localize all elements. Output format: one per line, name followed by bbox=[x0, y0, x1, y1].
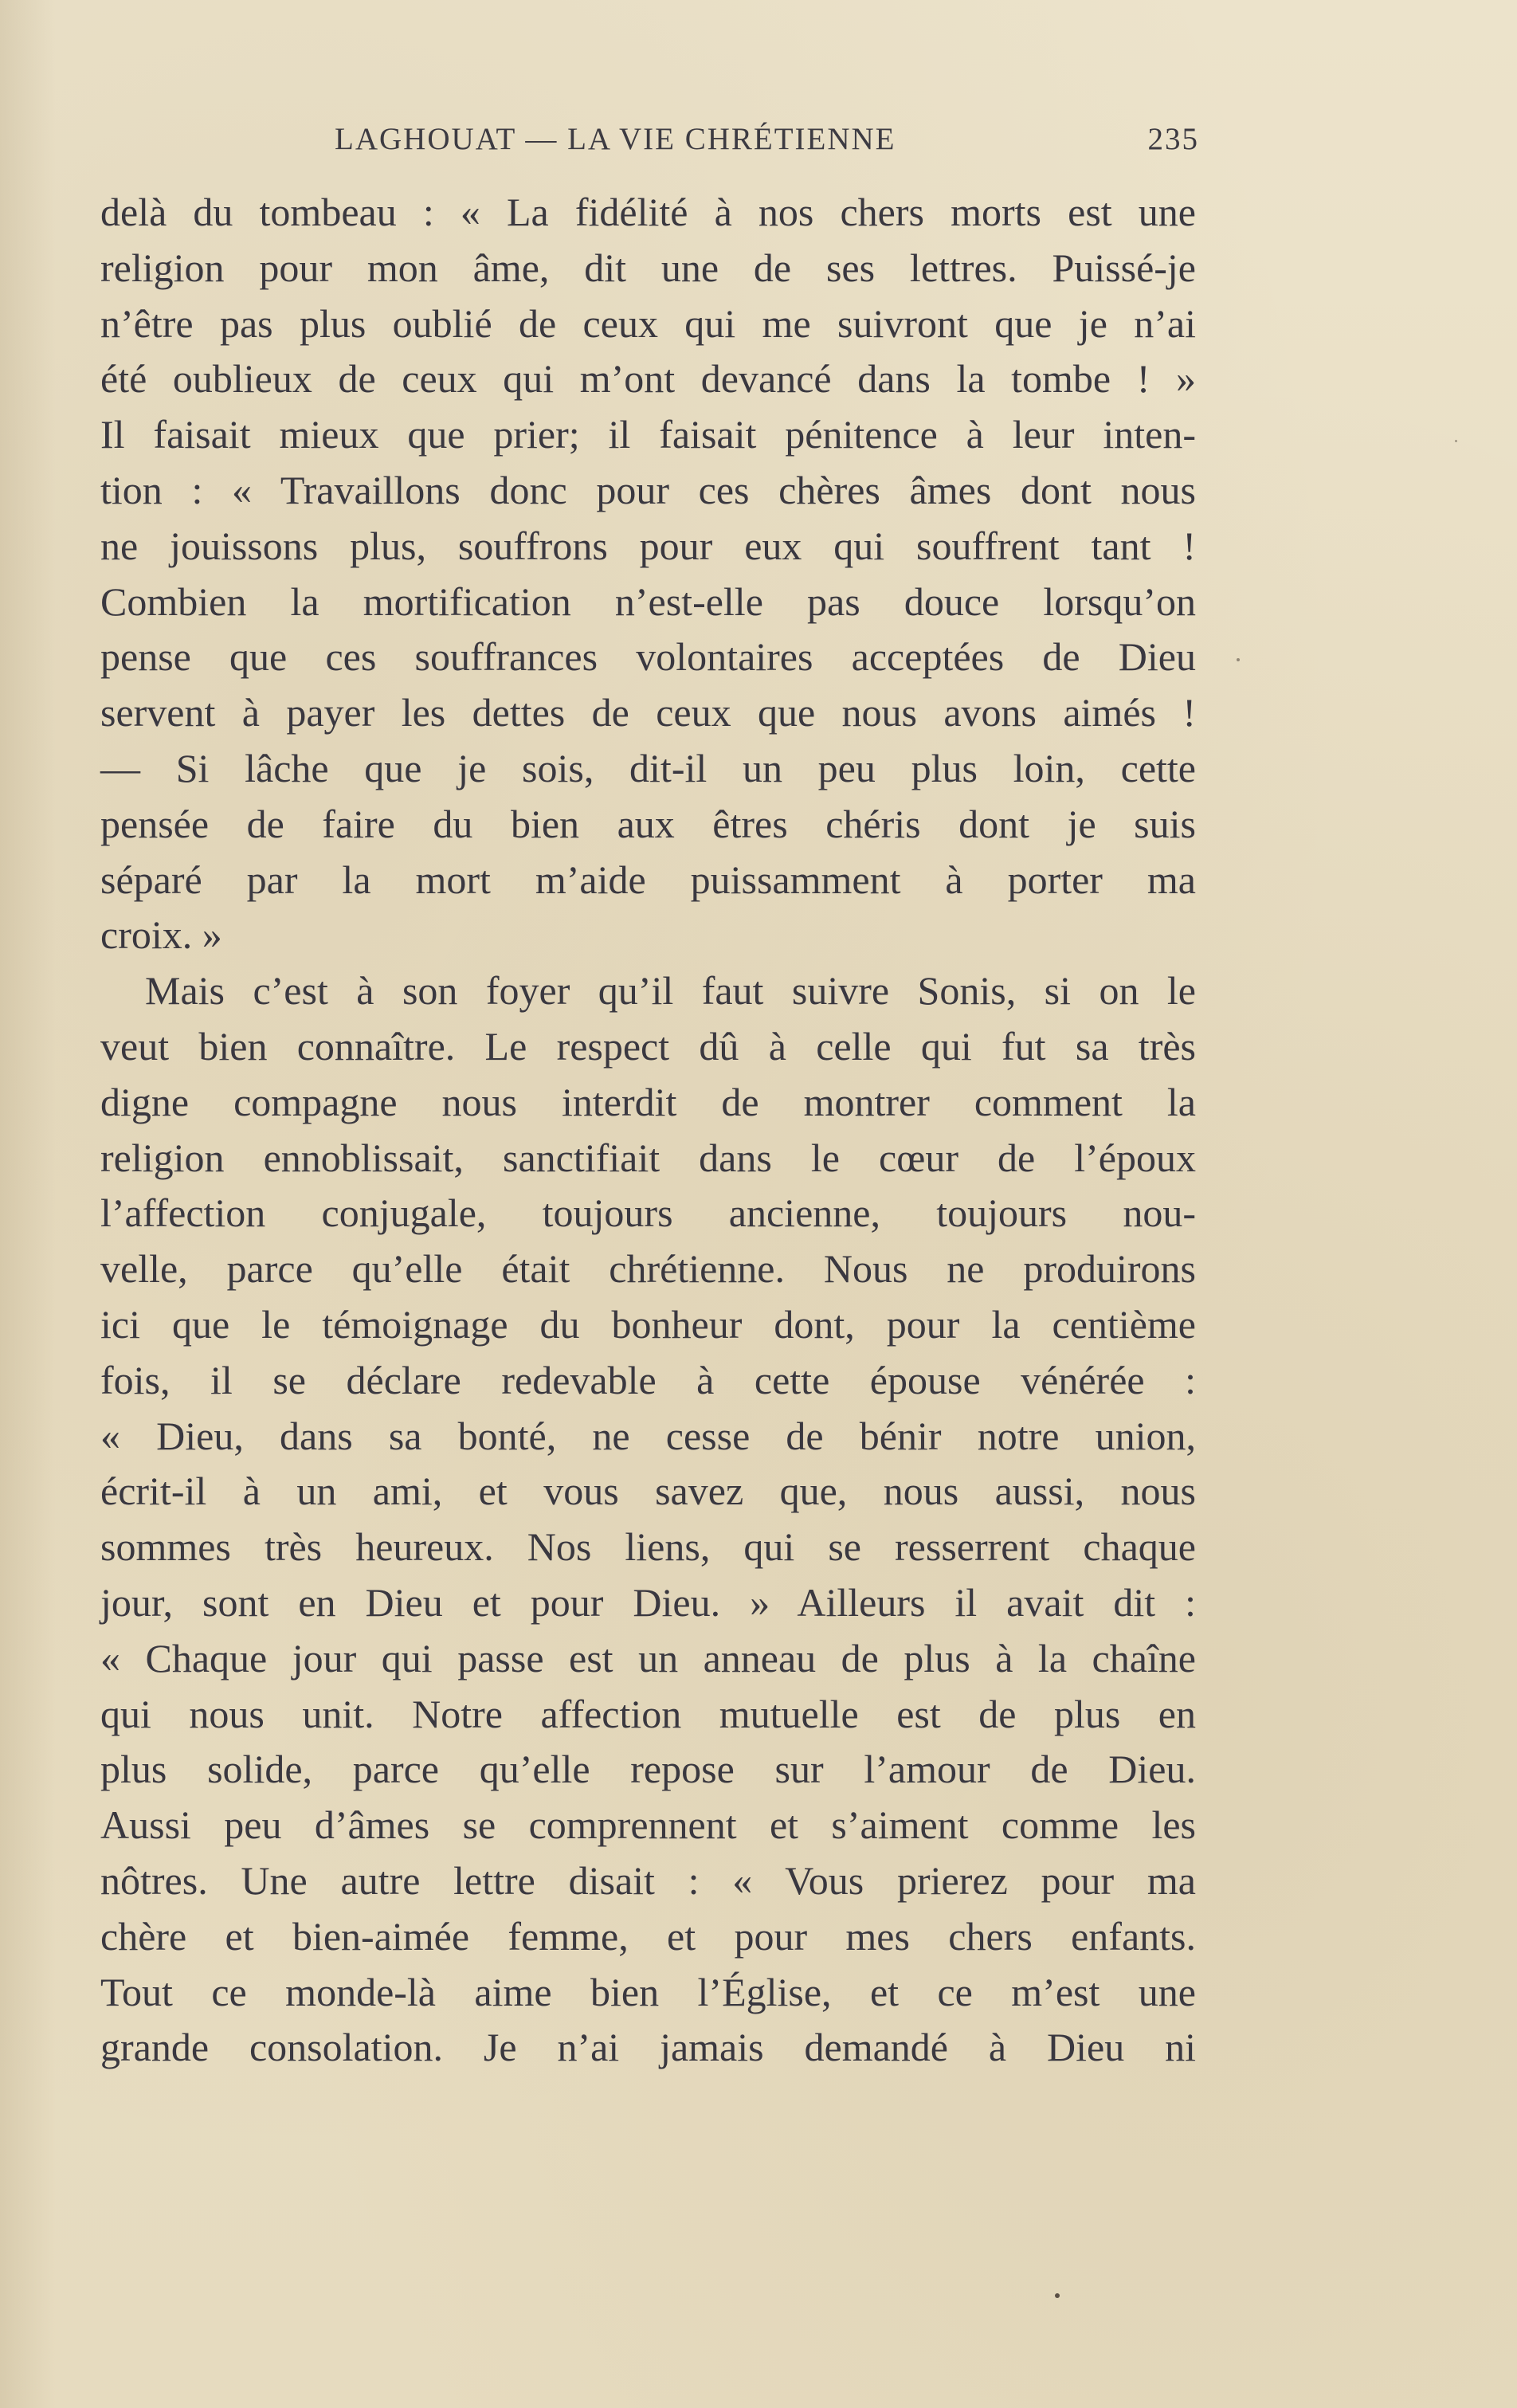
text-line: jour, sont en Dieu et pour Dieu. » Ailleurs il avait dit : bbox=[100, 1579, 1196, 1625]
text-line: pense que ces souffrances volontaires acceptées de Dieu bbox=[100, 634, 1196, 680]
paragraph-first-line: Mais c’est à son foyer qu’il faut suivre Sonis, si on le bbox=[145, 968, 1196, 1014]
text-line: grande consolation. Je n’ai jamais demandé à Dieu ni bbox=[100, 2025, 1196, 2070]
text-line: delà du tombeau : « La fidélité à nos chers morts est une bbox=[100, 190, 1196, 234]
text-line: digne compagne nous interdit de montrer comment la bbox=[100, 1079, 1196, 1124]
paper-speck bbox=[1237, 658, 1240, 661]
text-line: ici que le témoignage du bonheur dont, pour la centième bbox=[100, 1301, 1196, 1347]
text-line: Tout ce monde-là aime bien l’Église, et ce m’est une bbox=[100, 1969, 1196, 2014]
text-line: Combien la mortification n’est-elle pas douce lorsqu’on bbox=[100, 578, 1196, 624]
text-line: « Dieu, dans sa bonté, ne cesse de bénir notre union, bbox=[100, 1413, 1196, 1458]
running-title: LAGHOUAT — LA VIE CHRÉTIENNE bbox=[335, 122, 896, 156]
text-line: sommes très heureux. Nos liens, qui se resserrent chaque bbox=[100, 1524, 1196, 1570]
text-line: plus solide, parce qu’elle repose sur l’amour de Dieu. bbox=[100, 1747, 1196, 1792]
text-line: tion : « Travaillons donc pour ces chères âmes dont nous bbox=[100, 467, 1196, 512]
text-line: veut bien connaître. Le respect dû à celle qui fut sa très bbox=[100, 1023, 1196, 1069]
text-line: Aussi peu d’âmes se comprennent et s’aiment comme les bbox=[100, 1802, 1196, 1848]
text-line: nôtres. Une autre lettre disait : « Vous prierez pour ma bbox=[100, 1857, 1196, 1903]
paper-speck bbox=[1455, 440, 1457, 442]
text-line: Il faisait mieux que prier; il faisait pénitence à leur inten- bbox=[100, 412, 1196, 457]
text-line: — Si lâche que je sois, dit-il un peu plus loin, cette bbox=[100, 745, 1196, 790]
text-line: servent à payer les dettes de ceux que nous avons aimés ! bbox=[100, 690, 1196, 735]
text-line: écrit-il à un ami, et vous savez que, nous aussi, nous bbox=[100, 1469, 1196, 1514]
text-line: « Chaque jour qui passe est un anneau de plus à la chaîne bbox=[100, 1635, 1196, 1681]
paper-speck bbox=[1055, 2293, 1060, 2298]
text-line: n’être pas plus oublié de ceux qui me suivront que je n’ai bbox=[100, 300, 1196, 346]
text-line: ne jouissons plus, souffrons pour eux qui souffrent tant ! bbox=[100, 523, 1196, 568]
running-head bbox=[335, 121, 1199, 159]
text-line: chère et bien-aimée femme, et pour mes chers enfants. bbox=[100, 1913, 1196, 1959]
text-line: fois, il se déclare redevable à cette épouse vénérée : bbox=[100, 1357, 1196, 1402]
text-line: religion ennoblissait, sanctifiait dans le cœur de l’époux bbox=[100, 1135, 1196, 1180]
page-number: 235 bbox=[1147, 122, 1199, 156]
text-line: velle, parce qu’elle était chrétienne. Nous ne produirons bbox=[100, 1246, 1196, 1292]
text-line: religion pour mon âme, dit une de ses lettres. Puissé-je bbox=[100, 245, 1196, 290]
text-line: l’affection conjugale, toujours ancienne, toujours nou- bbox=[100, 1190, 1196, 1236]
paragraph-last-line: croix. » bbox=[100, 912, 222, 958]
text-line: qui nous unit. Notre affection mutuelle est de plus en bbox=[100, 1691, 1196, 1736]
text-line: pensée de faire du bien aux êtres chéris dont je suis bbox=[100, 801, 1196, 846]
text-line: séparé par la mort m’aide puissamment à porter ma bbox=[100, 857, 1196, 902]
body-text bbox=[100, 185, 1196, 2076]
text-line: été oublieux de ceux qui m’ont devancé dans la tombe ! » bbox=[100, 356, 1196, 402]
